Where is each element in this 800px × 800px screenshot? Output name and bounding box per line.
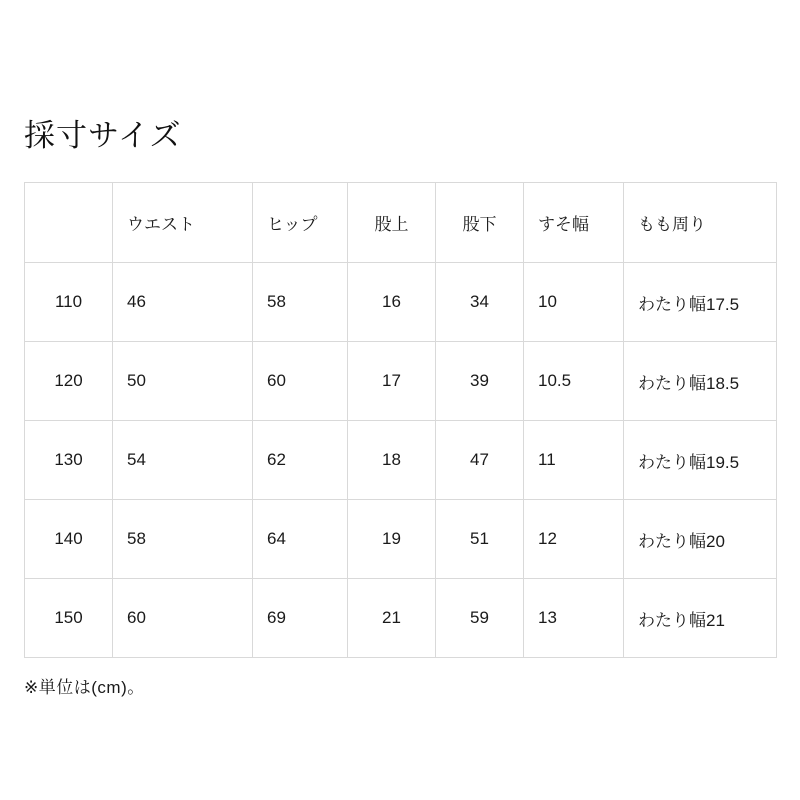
table-row [25, 342, 777, 421]
table-row [25, 421, 777, 500]
cell-inseam: 47 [436, 421, 524, 500]
cell-inseam: 51 [436, 500, 524, 579]
cell-rise: 21 [348, 579, 436, 658]
column-header-hip: ヒップ [253, 183, 348, 263]
cell-rise: 17 [348, 342, 436, 421]
column-header-waist: ウエスト [113, 183, 253, 263]
table-body [25, 263, 777, 658]
cell-hem-width: 10 [524, 263, 624, 342]
cell-waist: 54 [113, 421, 253, 500]
row-header-size: 120 [25, 342, 113, 421]
measurement-table [24, 182, 777, 658]
cell-rise: 16 [348, 263, 436, 342]
cell-rise: 18 [348, 421, 436, 500]
cell-waist: 50 [113, 342, 253, 421]
cell-inseam: 39 [436, 342, 524, 421]
cell-hem-width: 10.5 [524, 342, 624, 421]
cell-hip: 69 [253, 579, 348, 658]
cell-hem-width: 12 [524, 500, 624, 579]
cell-hip: 58 [253, 263, 348, 342]
table-header-row [25, 183, 777, 263]
row-header-size: 140 [25, 500, 113, 579]
column-header-inseam: 股下 [436, 183, 524, 263]
cell-thigh: わたり幅19.5 [624, 421, 777, 500]
cell-thigh: わたり幅17.5 [624, 263, 777, 342]
cell-rise: 19 [348, 500, 436, 579]
cell-inseam: 59 [436, 579, 524, 658]
column-header-rise: 股上 [348, 183, 436, 263]
column-header-size [25, 183, 113, 263]
cell-waist: 60 [113, 579, 253, 658]
cell-waist: 58 [113, 500, 253, 579]
table-row [25, 263, 777, 342]
cell-thigh: わたり幅18.5 [624, 342, 777, 421]
cell-thigh: わたり幅20 [624, 500, 777, 579]
table-row [25, 579, 777, 658]
column-header-hem-width: すそ幅 [524, 183, 624, 263]
column-header-thigh: もも周り [624, 183, 777, 263]
cell-hip: 60 [253, 342, 348, 421]
table-row [25, 500, 777, 579]
cell-inseam: 34 [436, 263, 524, 342]
table-header [25, 183, 777, 263]
row-header-size: 150 [25, 579, 113, 658]
cell-hem-width: 11 [524, 421, 624, 500]
cell-hip: 64 [253, 500, 348, 579]
unit-note: ※単位は(cm)。 [24, 678, 145, 697]
cell-waist: 46 [113, 263, 253, 342]
page-title: 採寸サイズ [24, 117, 182, 153]
row-header-size: 130 [25, 421, 113, 500]
cell-thigh: わたり幅21 [624, 579, 777, 658]
cell-hem-width: 13 [524, 579, 624, 658]
cell-hip: 62 [253, 421, 348, 500]
row-header-size: 110 [25, 263, 113, 342]
